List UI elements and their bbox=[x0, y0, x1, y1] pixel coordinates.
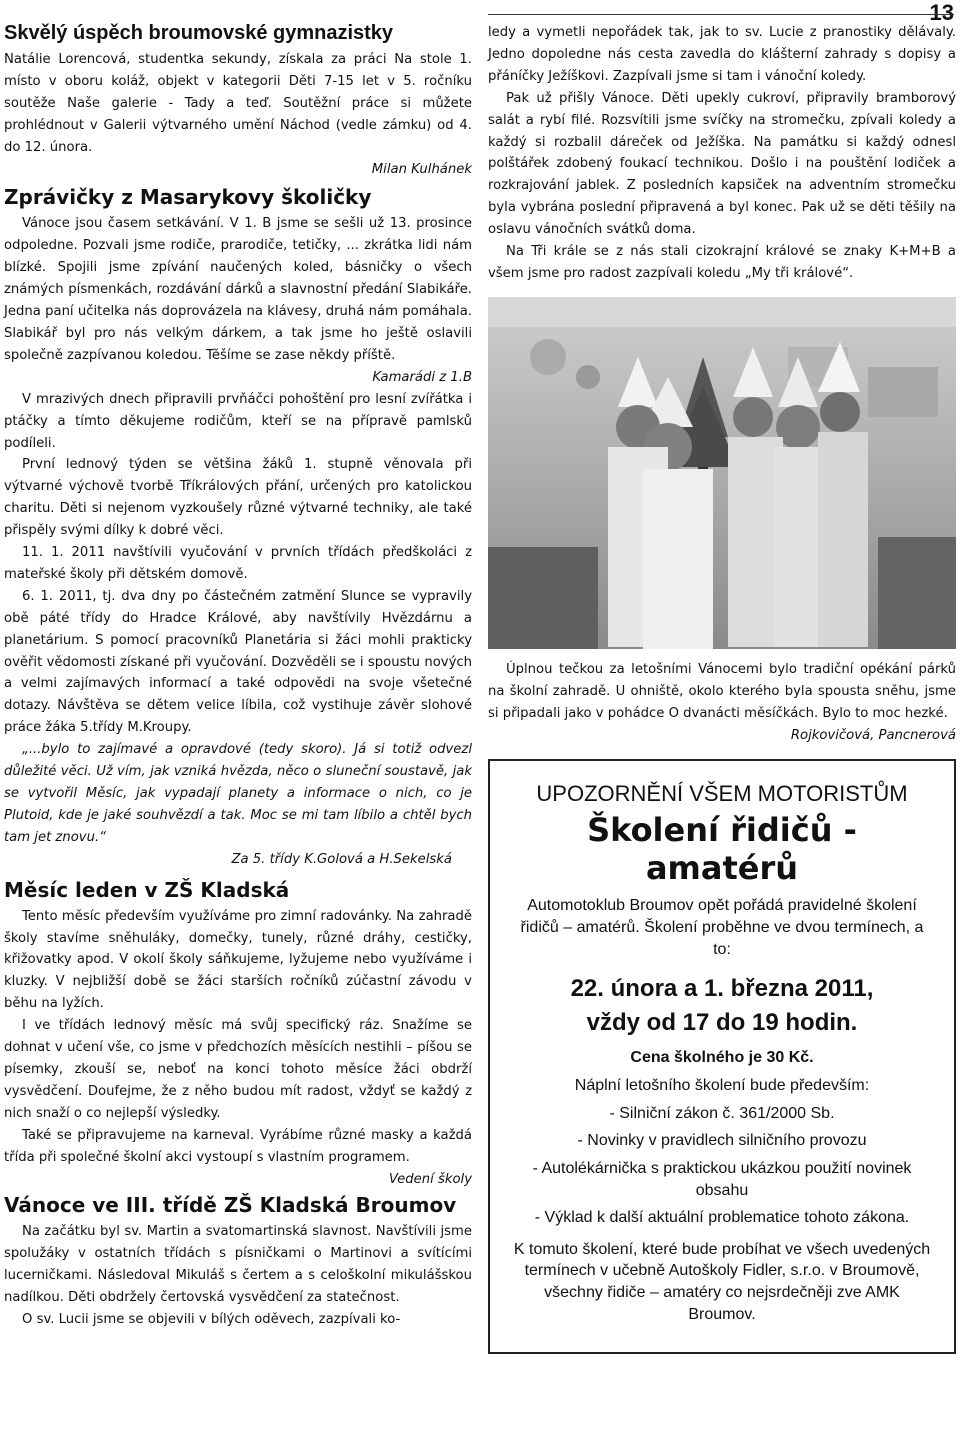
article-paragraph: V mrazivých dnech připravili prvňáčci pohoštění pro lesní zvířátka i ptáčky a tímto děkujeme rodičům, kteří se na přípravě pamlsků podíleli. bbox=[4, 391, 472, 451]
article-paragraph: Na začátku byl sv. Martin a svatomartinská slavnost. Navštívili jsme spolužáky v ostatních třídách s písničkami o Martinovi a svítícími lucerničkami. Následoval Mikuláš s čertem a s celoškolní mikulášskou nadílkou. Děti obdržely čertovská vysvědčení za statečnost. bbox=[4, 1224, 472, 1306]
article-signature: Vedení školy bbox=[388, 1171, 472, 1187]
article-paragraph: 11. 1. 2011 navštívili vyučování v prvních třídách předškoláci z mateřské školy při dětském domově. bbox=[4, 545, 472, 582]
notice-lead: Automotoklub Broumov opět pořádá pravidelné školení řidičů – amatérů. Školení proběhne ve dvou termínech, a to: bbox=[520, 896, 924, 959]
notice-item: - Výklad k další aktuální problematice tohoto zákona. bbox=[534, 1209, 910, 1227]
pupil-quote: „...bylo to zajímavé a opravdové (tedy skoro). Já si totiž odvezl důležité věci. Už vím, jak vzniká hvězda, něco o sluneční soustavě, jak se vytvořil Měsíc, jak vypadají planety a informace o nich, co je Plutoid, kde je jaké souhvězdí a tak. Moc se mi tam líbilo a chtěl bych tam jet znovu.“ bbox=[4, 742, 472, 845]
driver-training-notice bbox=[488, 759, 956, 1354]
notice-item: - Novinky v pravidlech silničního provozu bbox=[577, 1132, 867, 1150]
notice-kicker: UPOZORNĚNÍ VŠEM MOTORISTŮM bbox=[536, 780, 908, 806]
article-paragraph: Také se připravujeme na karneval. Vyrábíme různé masky a každá třída při společné školní akci vystoupí s vlastním programem. bbox=[4, 1127, 472, 1165]
article-paragraph: Pak už přišly Vánoce. Děti upekly cukroví, připravily bramborový salát a rybí filé. Rozsvítili jsme svíčky na stromečku, zpívali koledy a každý si rozbalil dáreček od Ježíška. Na památku si každý odnesl polštářek zdobený foukací technikou. Došlo i na pouštění lodiček a rozkrajování jablek. Z posledních kapsiček na adventním stromečku byla vybrána poslední připravená a byl konec. Pak už se děti těšily na oslavu vánočních svátků doma. bbox=[488, 90, 956, 238]
article-paragraph: První lednový týden se většina žáků 1. stupně věnovala při výtvarné výchově tvorbě Tříkrálových přání, určených pro katolickou charitu. Děti si nejenom vyzkoušely různé výtvarné techniky, ale také přispěly svými dílky k dobré věci. bbox=[4, 457, 472, 539]
article-paragraph: I ve třídách lednový měsíc má svůj specifický ráz. Snažíme se dohnat v učení vše, co jsme v předchozích měsících nestihli – píšou se písemky, zkouší se, neboť na konci tohoto měsíce žáci obdrží vysvědčení. Doufejme, že z něho budou mít radost, vždyť se každý z nich snaží o co nejlepší výsledky. bbox=[4, 1018, 472, 1121]
left-column bbox=[4, 22, 472, 1331]
notice-intro: Náplní letošního školení bude především: bbox=[574, 1077, 870, 1095]
article-title-vanoce: Vánoce ve III. třídě ZŠ Kladská Broumov bbox=[4, 1193, 457, 1218]
article-body: Natálie Lorencová, studentka sekundy, získala za práci Na stole 1. místo v oboru koláž, objekt v kategorii Děti 7-15 let v 5. ročníku soutěže Naše galerie - Tady a teď. Soutěžní práce si můžete prohlédnout v Galerii výtvarného umění Náchod (vedle zámku) od 4. do 12. února. bbox=[4, 52, 472, 155]
top-rule bbox=[488, 14, 954, 15]
article-title-leden: Měsíc leden v ZŠ Kladská bbox=[4, 877, 290, 902]
article-paragraph: Tento měsíc především využíváme pro zimní radovánky. Na zahradě školy stavíme sněhuláky, domečky, tunely, různé dráhy, cestičky, křižovatky apod. V okolí školy sáňkujeme, lyžujeme nebo využíváme i kluzky. V nejbližší době se žáci starších ročníků zúčastní závodu v běhu na lyžích. bbox=[4, 908, 472, 1012]
notice-item: - Autolékárnička s praktickou ukázkou použití novinek obsahu bbox=[532, 1160, 912, 1199]
article-paragraph: ledy a vymetli nepořádek tak, jak to sv. Lucie z pranostiky dělávaly. Jedno dopoledne nás cesta zavedla do klášterní zahrady s dopisy a přáníčky Ježíškovi. Zazpívali jsme si tam i vánoční koledy. bbox=[488, 25, 956, 84]
photo-caption: Úplnou tečkou za letošními Vánocemi bylo tradiční opékání párků na školní zahradě. U ohniště, okolo kterého byla spousta sněhu, jsme si připadali jako v pohádce O dvanácti měsíčkách. Bylo to moc hezké. bbox=[488, 661, 956, 721]
page-number: 13 bbox=[929, 0, 954, 25]
article-signature: Milan Kulhánek bbox=[371, 161, 472, 177]
article-paragraph: 6. 1. 2011, tj. dva dny po částečném zatmění Slunce se vypravily obě páté třídy do Hradce Králové, aby navštívily Hvězdárnu a planetárium. S pomocí pracovníků Planetária si žáci mohli prakticky ověřit vědomosti získané při vyučování. Dozvěděli se i spoustu nových a velmi zajímavých informací a také odpovědi na svoje všetečné dotazy. Návštěva se dětem velice líbila, což vystihuje závěr slohové práce žáka 5.třídy M.Kroupy. bbox=[4, 588, 472, 736]
right-column bbox=[488, 22, 956, 1354]
article-signature: Kamarádi z 1.B bbox=[372, 369, 472, 385]
caption-signature: Rojkovičová, Pancnerová bbox=[790, 727, 956, 743]
article-paragraph: Na Tři krále se z nás stali cizokrajní králové se znaky K+M+B a všem jsme pro radost zazpívali koledu „My tři králové“. bbox=[488, 244, 956, 281]
article-body: Vánoce jsou časem setkávání. V 1. B jsme se sešli už 13. prosince odpoledne. Pozvali jsme rodiče, prarodiče, tetičky, ... zkrátka lidi nám blízké. Spojili jsme zpívání naučených koled, básničky o všech známých písmenkách, rozdávání dárků a slavnostní předání Slabikáře. Jedna paní učitelka nás doprovázela na klávesy, druhá nám pomáhala. Slabikář byl pro nás velkým dárkem, a tak jsme ho ještě oslavili společně zazpívanou koledou. Těšíme se zase někdy příště. bbox=[4, 216, 472, 363]
notice-footer: K tomuto školení, které bude probíhat ve všech uvedených termínech v učebně Autoškoly Fidler, s.r.o. v Broumově, všechny řidiče – amatéry co nejsrdečněji zve AMK Broumov. bbox=[513, 1240, 931, 1323]
quote-signature: Za 5. třídy K.Golová a H.Sekelská bbox=[231, 851, 452, 867]
notice-dates bbox=[512, 972, 932, 1042]
notice-item: - Silniční zákon č. 361/2000 Sb. bbox=[609, 1104, 835, 1122]
notice-headline: Školení řidičů - amatérů bbox=[587, 810, 857, 887]
notice-dates-line1: 22. února a 1. března 2011, bbox=[570, 974, 874, 1002]
article-title-skolicka: Zprávičky z Masarykovy školičky bbox=[4, 185, 372, 210]
article-paragraph: O sv. Lucii jsme se objevili v bílých oděvech, zazpívali ko- bbox=[22, 1312, 401, 1328]
notice-fee: Cena školného je 30 Kč. bbox=[630, 1049, 814, 1067]
notice-dates-line2: vždy od 17 do 19 hodin. bbox=[586, 1009, 858, 1037]
photo-three-kings bbox=[488, 297, 956, 649]
article-title-gymnazistka: Skvělý úspěch broumovské gymnazistky bbox=[4, 22, 394, 44]
